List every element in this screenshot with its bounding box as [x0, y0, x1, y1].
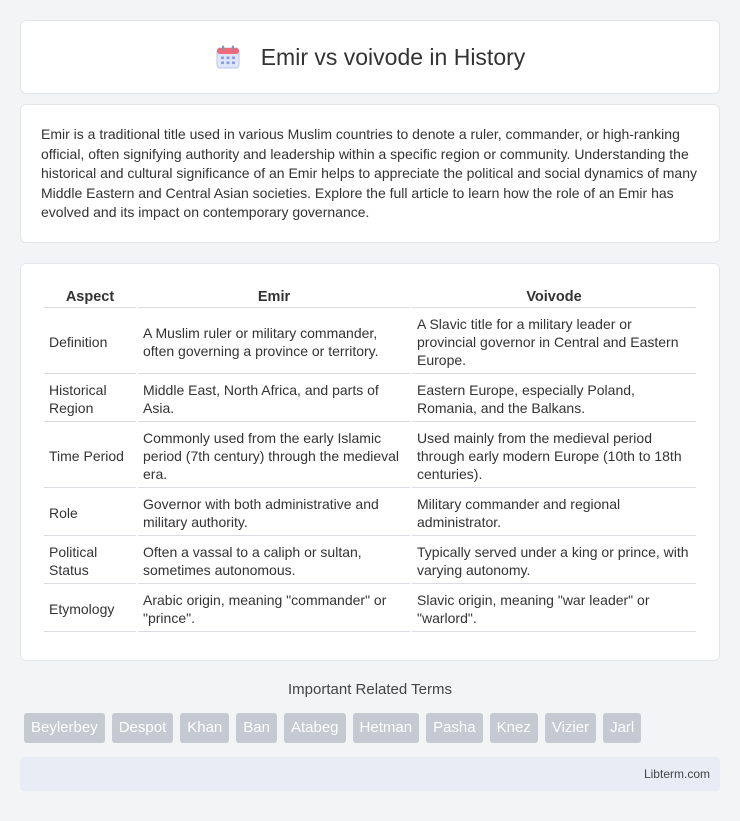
emir-cell: A Muslim ruler or military commander, often governing a province or territory.	[138, 310, 410, 374]
related-terms-title: Important Related Terms	[288, 681, 452, 698]
table-header-row	[44, 286, 696, 308]
table-row	[44, 310, 696, 374]
emir-cell: Commonly used from the early Islamic period (7th century) through the medieval era.	[138, 424, 410, 488]
aspect-cell: Etymology	[44, 586, 136, 632]
calendar-icon	[215, 44, 241, 70]
related-term-tag[interactable]: Despot	[112, 713, 174, 743]
related-term-tag[interactable]: Pasha	[426, 713, 483, 743]
table-row	[44, 490, 696, 536]
related-term-tag[interactable]: Beylerbey	[24, 713, 105, 743]
comparison-table-card	[20, 263, 720, 661]
table-row	[44, 376, 696, 422]
table-row	[44, 538, 696, 584]
aspect-cell: Time Period	[44, 424, 136, 488]
aspect-cell: Role	[44, 490, 136, 536]
voivode-cell: A Slavic title for a military leader or provincial governor in Central and Eastern Europe.	[412, 310, 696, 374]
header-emir: Emir	[138, 286, 410, 308]
related-term-tag[interactable]: Vizier	[545, 713, 596, 743]
aspect-cell: Political Status	[44, 538, 136, 584]
aspect-cell: Historical Region	[44, 376, 136, 422]
footer	[20, 757, 720, 791]
emir-cell: Middle East, North Africa, and parts of Asia.	[138, 376, 410, 422]
voivode-cell: Eastern Europe, especially Poland, Romania, and the Balkans.	[412, 376, 696, 422]
related-term-tag[interactable]: Ban	[236, 713, 277, 743]
footer-site-link[interactable]: Libterm.com	[643, 767, 710, 781]
related-term-tag[interactable]: Knez	[490, 713, 538, 743]
intro-text: Emir is a traditional title used in various Muslim countries to denote a ruler, commander, or high-ranking official, often signifying authority and leadership within a specific region or community. Understanding the historical and cultural significance of an Emir helps to appreciate the political and social dynamics of many Middle Eastern and Central Asian societies. Explore the full article to learn how the role of an Emir has evolved and its impact on contemporary governance.	[41, 126, 698, 220]
voivode-cell: Military commander and regional administrator.	[412, 490, 696, 536]
related-term-tag[interactable]: Atabeg	[284, 713, 346, 743]
intro-card	[20, 104, 720, 243]
voivode-cell: Used mainly from the medieval period through early modern Europe (10th to 18th centuries).	[412, 424, 696, 488]
emir-cell: Governor with both administrative and military authority.	[138, 490, 410, 536]
emir-cell: Often a vassal to a caliph or sultan, sometimes autonomous.	[138, 538, 410, 584]
header-aspect: Aspect	[44, 286, 136, 308]
voivode-cell: Slavic origin, meaning "war leader" or "warlord".	[412, 586, 696, 632]
table-row	[44, 586, 696, 632]
emir-cell: Arabic origin, meaning "commander" or "prince".	[138, 586, 410, 632]
related-term-tag[interactable]: Khan	[180, 713, 229, 743]
voivode-cell: Typically served under a king or prince, with varying autonomy.	[412, 538, 696, 584]
aspect-cell: Definition	[44, 310, 136, 374]
header-voivode: Voivode	[412, 286, 696, 308]
related-term-tag[interactable]: Jarl	[603, 713, 641, 743]
table-row	[44, 424, 696, 488]
page-title: Emir vs voivode in History	[260, 43, 526, 70]
related-terms-list	[24, 713, 641, 743]
header-card	[20, 20, 720, 94]
comparison-table	[42, 284, 698, 634]
related-term-tag[interactable]: Hetman	[353, 713, 420, 743]
